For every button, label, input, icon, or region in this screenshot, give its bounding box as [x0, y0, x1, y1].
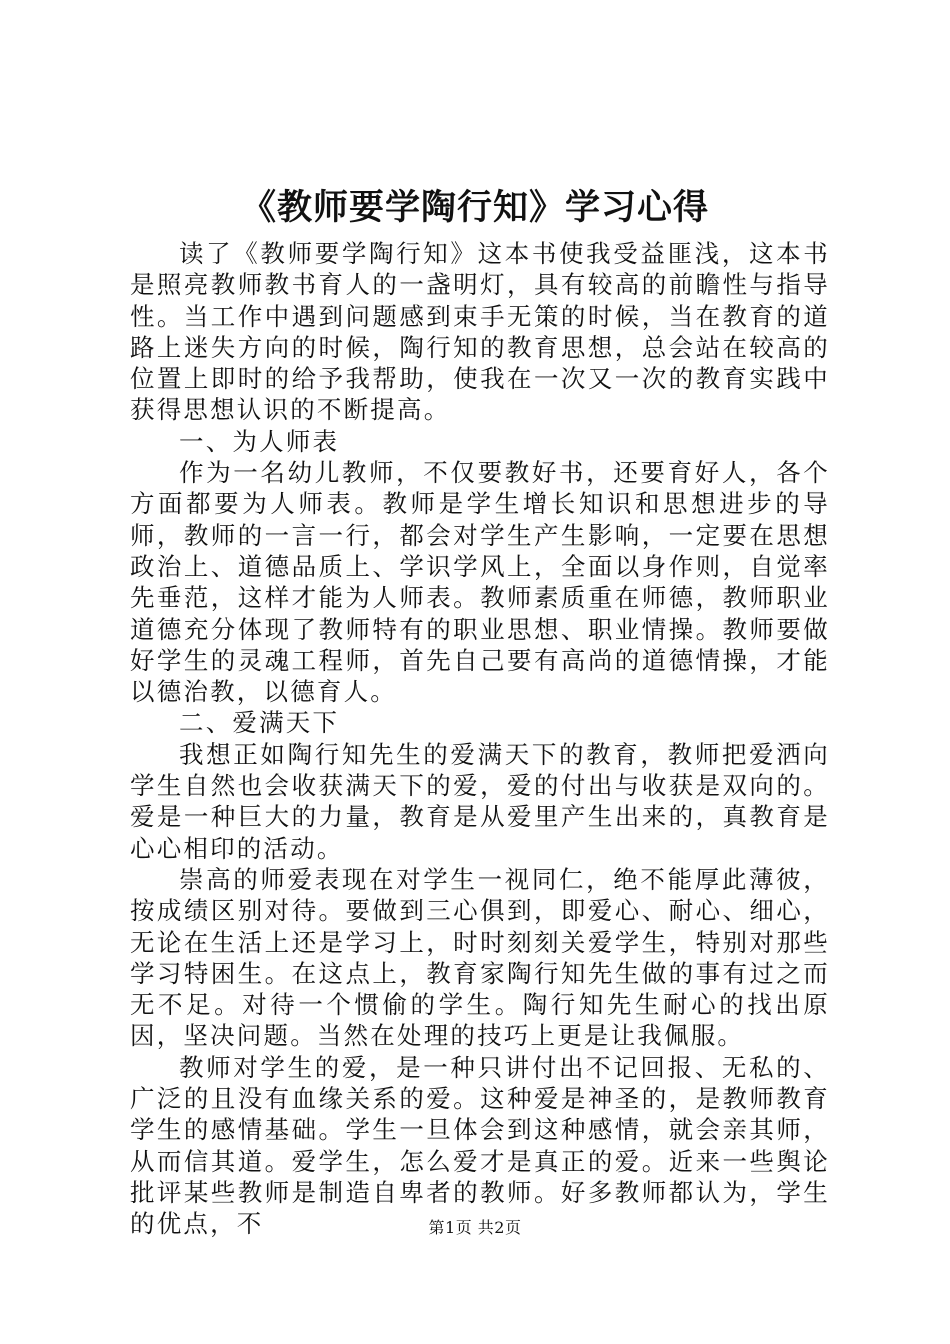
paragraph-love-3: 教师对学生的爱，是一种只讲付出不记回报、无私的、广泛的且没有血缘关系的爱。这种爱是神圣的，是教师教育学生的感情基础。学生一旦体会到这种感情，就会亲其师，从而信其道。爱学生，怎么爱才是真正的爱。近来一些舆论批评某些教师是制造自卑者的教师。好多教师都认为，学生的优点，不 [130, 1052, 830, 1239]
paragraph-intro: 读了《教师要学陶行知》这本书使我受益匪浅，这本书是照亮教师教书育人的一盏明灯，具有较高的前瞻性与指导性。当工作中遇到问题感到束手无策的时候，当在教育的道路上迷失方向的时候，陶行知的教育思想，总会站在较高的位置上即时的给予我帮助，使我在一次又一次的教育实践中获得思想认识的不断提高。 [130, 239, 830, 425]
paragraph-love-1: 我想正如陶行知先生的爱满天下的教育，教师把爱洒向学生自然也会收获满天下的爱，爱的付出与收获是双向的。爱是一种巨大的力量，教育是从爱里产生出来的，真教育是心心相印的活动。 [130, 739, 830, 863]
section-heading-1: 一、为人师表 [179, 426, 340, 456]
section-heading-2: 二、爱满天下 [179, 708, 340, 738]
paragraph-love-2: 崇高的师爱表现在对学生一视同仁，绝不能厚此薄彼，按成绩区别对待。要做到三心俱到，即爱心、耐心、细心，无论在生活上还是学习上，时时刻刻关爱学生，特别对那些学习特困生。在这点上，教育家陶行知先生做的事有过之而无不足。对待一个惯偷的学生。陶行知先生耐心的找出原因，坚决问题。当然在处理的技巧上更是让我佩服。 [130, 864, 830, 1051]
paragraph-section-1: 作为一名幼儿教师，不仅要教好书，还要育好人，各个方面都要为人师表。教师是学生增长知识和思想进步的导师，教师的一言一行，都会对学生产生影响，一定要在思想政治上、道德品质上、学识学风上，全面以身作则，自觉率先垂范，这样才能为人师表。教师素质重在师德，教师职业道德充分体现了教师特有的职业思想、职业情操。教师要做好学生的灵魂工程师，首先自己要有高尚的道德情操，才能以德治教，以德育人。 [130, 458, 830, 707]
page-number: 第1页 共2页 [428, 1218, 522, 1237]
document-body [130, 238, 830, 1240]
document-title: 《教师要学陶行知》学习心得 [240, 187, 709, 228]
